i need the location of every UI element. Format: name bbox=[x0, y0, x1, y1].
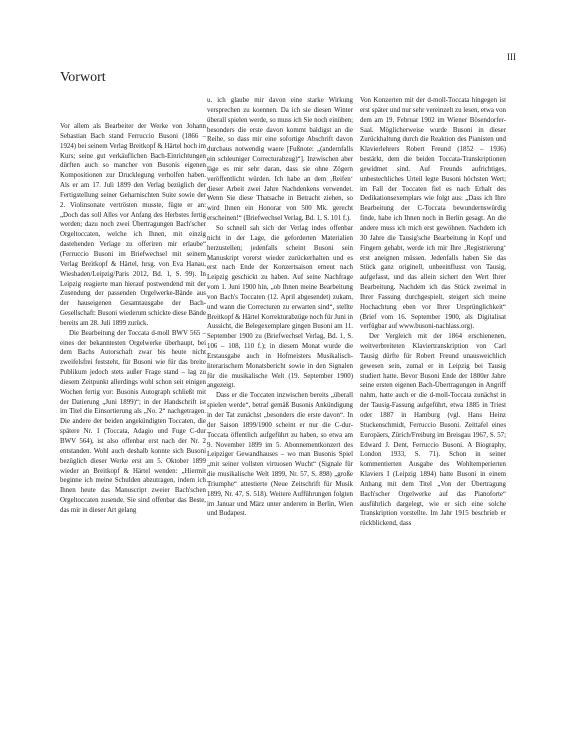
paragraph: Vor allem als Bearbeiter der Werke von Johann Sebastian Bach stand Ferruccio Busoni (1866 – 1924) bei seinem Verlag Breitkopf & Härtel hoch im Kurs; seine gut verkäuflichen Bach-Einrichtungen dürften auch so mancher von Busonis eigenen Kompositionen zur Drucklegung verholfen haben. Als er am 17. Juli 1899 den Verlag bezüglich der Fertigstellung seiner Geharnischten Suite sowie der 2. Violinsonate vertrösten musste, fügte er an: „Doch das soll Alles vor Anfang des Herbstes fertig werden; dazu noch zwei Übertragungen Bach'scher Orgeltoccaten, welche ich Ihnen, mit einzig dastehenden Verlage zu offeriren mir erlaube“ (Ferruccio Busoni im Briefwechsel mit seinem Verlag Breitkopf & Härtel, hrsg. von Eva Hanau, Wiesbaden/Leipzig/Paris 2012, Bd. 1, S. 99). In Leipzig reagierte man hierauf postwendend mit der Zusendung der passenden Orgelwerke-Bände aus der hauseigenen Gesamtausgabe der Bach-Gesellschaft: Busoni wiederum schickte diese Bände bereits am 28. Juli 1899 zurück. bbox=[60, 123, 207, 327]
paragraph: Von Konzerten mit der d-moll-Toccata hingegen ist erst später und nur sehr vereinzelt zu lesen, etwa von dem am 19. Februar 1902 im Wiener Bösendorfer-Saal. Möglicherweise wurde Busoni in dieser Zurückhaltung durch die Reaktion des Pianisten und Klavierlehrers Robert Freund (1852 – 1936) bestärkt, dem die beiden Toccata-Transkriptionen gewidmet sind. Auf Freunds aufrichtiges, unbestechliches Urteil legte Busoni höchsten Wert; im Fall der Toccaten fiel es nach Erhalt des Dedikationsexemplars wie folgt aus: „Dass ich Ihre Bearbeitung der C-Toccata bewundernswürdig finde, habe ich Ihnen noch in Berlin gesagt. An die andere muss ich mich erst gewöhnen. Nachdem ich 30 Jahre die Tausig'sche Bearbeitung in Kopf und Fingern gehabt, werde ich mir Ihre ‚Registrierung‘ erst aneignen müssen. Jedenfalls haben Sie das Stück ganz originell, unbeeinflusst von Tausig, aufgefasst, und das allein sichert den Wert Ihrer Bearbeitung. Nachdem ich das Stück zweimal in Ihrer Fassung durchgespielt, steigert sich meine Hochachtung eben vor Ihrer Ursprünglichkeit“ (Brief vom 16. September 1900, als Digitalisat verfügbar auf www.busoni-nachlass.org). bbox=[360, 97, 506, 331]
text-column-1 bbox=[60, 122, 206, 516]
page-number: III bbox=[507, 52, 516, 62]
paragraph: So schnell sah sich der Verlag indes offenbar nicht in der Lage, die geforderten Materialien herzustellen; jedenfalls scheint Busoni sein Manuskript vorerst wieder zurückerhalten und es erst nach Ende der Konzertsaison erneut nach Leipzig geschickt zu haben. Auf seine Nachfrage vom 1. Juni 1900 hin, „ob Ihnen meine Bearbeitung von Bach's Toccaten (12. April abgesendet) zukam, und wann die Correcturen zu erwarten sind“, stellte Breitkopf & Härtel Korrekturabzüge noch für Juni in Aussicht, die Belegexemplare gingen Busoni am 11. September 1900 zu (Briefwechsel Verlag, Bd. 1, S. 106 – 108, 110 f.); in diesem Monat wurde die Erstausgabe auch in Hofmeisters Musikalisch-literarischem Monatsbericht sowie in den Signalen für die musikalische Welt (19. September 1900) angezeigt. bbox=[207, 224, 353, 390]
text-column-3 bbox=[360, 96, 506, 529]
paragraph: Dass er die Toccaten inzwischen bereits „überall spielen werde“, betraf gemäß Busonis Ankündigung in der Tat zunächst „besonders die erste davon“. In der Saison 1899/1900 scheint er nur die C-dur-Toccata öffentlich aufgeführt zu haben, so etwa am 9. November 1899 im 5. Abonnementkonzert des Leipziger Gewandhauses – wo man Busonis Spiel „mit seiner vollsten virtuosen Wucht“ (Signale für die musikalische Welt 1899, Nr. 57, S. 898) „große Triumphe“ attestierte (Neue Zeitschrift für Musik 1899, Nr. 47, S. 518). Weitere Aufführungen folgten im Januar und März unter anderem in Berlin, Wien und Budapest. bbox=[207, 392, 353, 518]
paragraph: Die Bearbeitung der Toccata d-moll BWV 565 – eines der bekanntesten Orgelwerke überhaupt, bei dem Bachs Autorschaft zwar bis heute nicht zweifelsfrei feststeht, für Busoni wie für das breite Publikum jedoch stets außer Frage stand – lag zu diesem Zeitpunkt allerdings wohl schon seit einigen Wochen fertig vor: Busonis Autograph schließt mit der Datierung „Juni 1899)“; in der Handschrift ist im Titel die Einsortierung als „No. 2“ nachgetragen. Die andere der beiden angekündigten Toccaten, die spätere Nr. 1 (Toccata, Adagio und Fuge C-dur BWV 564), ist also offenbar erst nach der Nr. 2 entstanden. Wohl auch deshalb konnte sich Busoni bezüglich dieser Werke erst am 5. Oktober 1899 wieder an Breitkopf & Härtel wenden: „Hiermit beginne ich meine Schulden abzutragen, indem ich Ihnen heute das Manuscript zweier Bach'schen Orgeltoccaten zusende. Sie sind offenbar das Beste, das mir in dieser Art gelang bbox=[60, 329, 206, 514]
text-column-2 bbox=[207, 96, 353, 519]
page-title: Vorwort bbox=[60, 70, 106, 85]
paragraph: Der Vergleich mit der 1864 erschienenen, weitverbreiteten Klaviertranskription von Carl Tausig dürfte für Robert Freund unausweichlich gewesen sein, zumal er in Leipzig bei Tausig studiert hatte. Bevor Busoni Ende der 1880er Jahre seine ersten eigenen Bach-Übertragungen in Angriff nahm, hatte auch er die d-moll-Toccata zunächst in der Tausig-Fassung aufgeführt, etwa 1885 in Triest oder 1887 in Hamburg (vgl. Hans Heinz Stuckenschmidt, Ferruccio Busoni. Zeittafel eines Europäers, Zürich/Freiburg im Breisgau 1967, S. 57; Edward J. Dent, Ferruccio Busoni. A Biography, London 1933, S. 71). Schon in seiner kommentierten Ausgabe des Wohltemperierten Klaviers I (Leipzig 1894) hatte Busoni in einem Anhang mit dem Titel „Von der Übertragung Bach'scher Orgelwerke auf das Pianoforte“ ausführlich dargelegt, wie er sich eine solche Transkription vorstellte. Im Jahr 1915 beschrieb er rückblickend, dass bbox=[360, 333, 506, 528]
paragraph: u. ich glaube mir davon eine starke Wirkung versprechen zu koennen. Da ich sie diesen Winter überall spielen werde, so muss ich Sie noch einüben; besonders die erste davon kommt baldigst an die Reihe, so dass mir eine sofortige Abschrift davon durchaus notwendig waere [Fußnote: „(andernfalls ein schleuniger Correcturabzug)“]. Inzwischen aber läge es mir sehr daran, dass sie ohne Zögern veröffentlicht würden. Ich habe an dem ‚Reifen‘ dieser Arbeit zwei Jahre Nachdenkens verwendet. Wenn Sie diese Thatsache in Betracht ziehen, so wird Ihnen ein Honorar von 500 Mk. gerecht erscheinen!“ (Briefwechsel Verlag, Bd. 1, S. 101 f.). bbox=[207, 97, 353, 223]
